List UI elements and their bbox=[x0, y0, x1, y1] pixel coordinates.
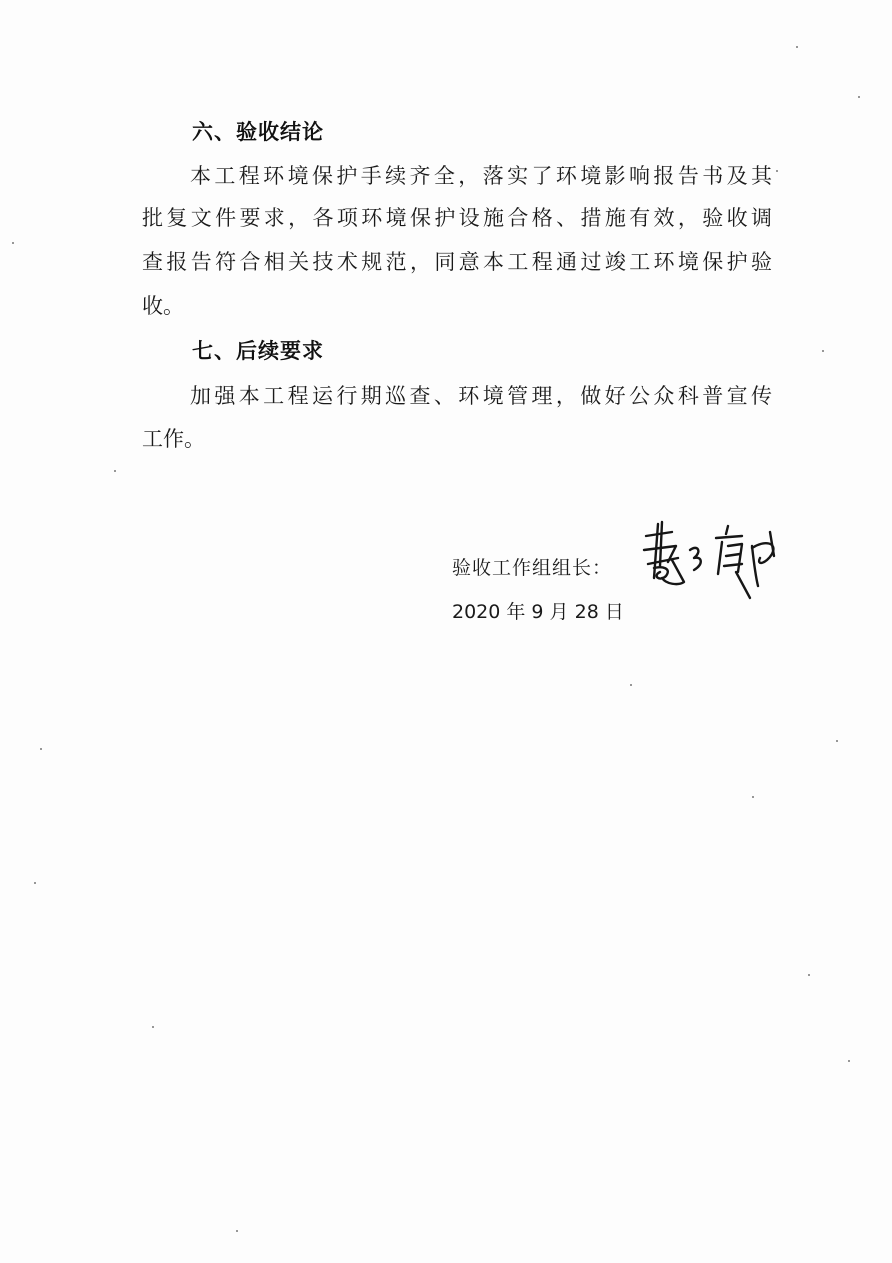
conclusion-line-4: 收。 bbox=[142, 294, 184, 318]
follow-up-line-2: 工作。 bbox=[142, 427, 205, 451]
scan-speck bbox=[776, 170, 778, 172]
group-leader-label: 验收工作组组长： bbox=[452, 557, 613, 579]
scan-speck bbox=[152, 1026, 154, 1028]
scan-speck bbox=[836, 740, 838, 742]
conclusion-line-2: 批复文件要求，各项环境保护设施合格、措施有效，验收调 bbox=[142, 206, 772, 230]
scan-speck bbox=[114, 470, 116, 472]
conclusion-line-3: 查报告符合相关技术规范，同意本工程通过竣工环境保护验 bbox=[142, 250, 772, 274]
scan-speck bbox=[40, 748, 42, 750]
scan-speck bbox=[858, 96, 860, 98]
scan-speck bbox=[822, 350, 824, 352]
section-heading-conclusion: 六、验收结论 bbox=[192, 120, 324, 144]
follow-up-line-1: 加强本工程运行期巡查、环境管理，做好公众科普宣传 bbox=[190, 384, 772, 408]
conclusion-line-1: 本工程环境保护手续齐全，落实了环境影响报告书及其 bbox=[190, 164, 772, 188]
scan-speck bbox=[808, 974, 810, 976]
scan-speck bbox=[34, 882, 36, 884]
scan-speck bbox=[752, 796, 754, 798]
signature-date: 2020 年 9 月 28 日 bbox=[452, 601, 624, 623]
scan-speck bbox=[796, 46, 798, 48]
scan-speck bbox=[236, 1230, 238, 1232]
scan-speck bbox=[630, 684, 632, 686]
handwritten-signature bbox=[632, 512, 792, 612]
section-heading-follow-up: 七、后续要求 bbox=[192, 339, 324, 363]
scan-speck bbox=[12, 242, 14, 244]
scan-speck bbox=[848, 1060, 850, 1062]
